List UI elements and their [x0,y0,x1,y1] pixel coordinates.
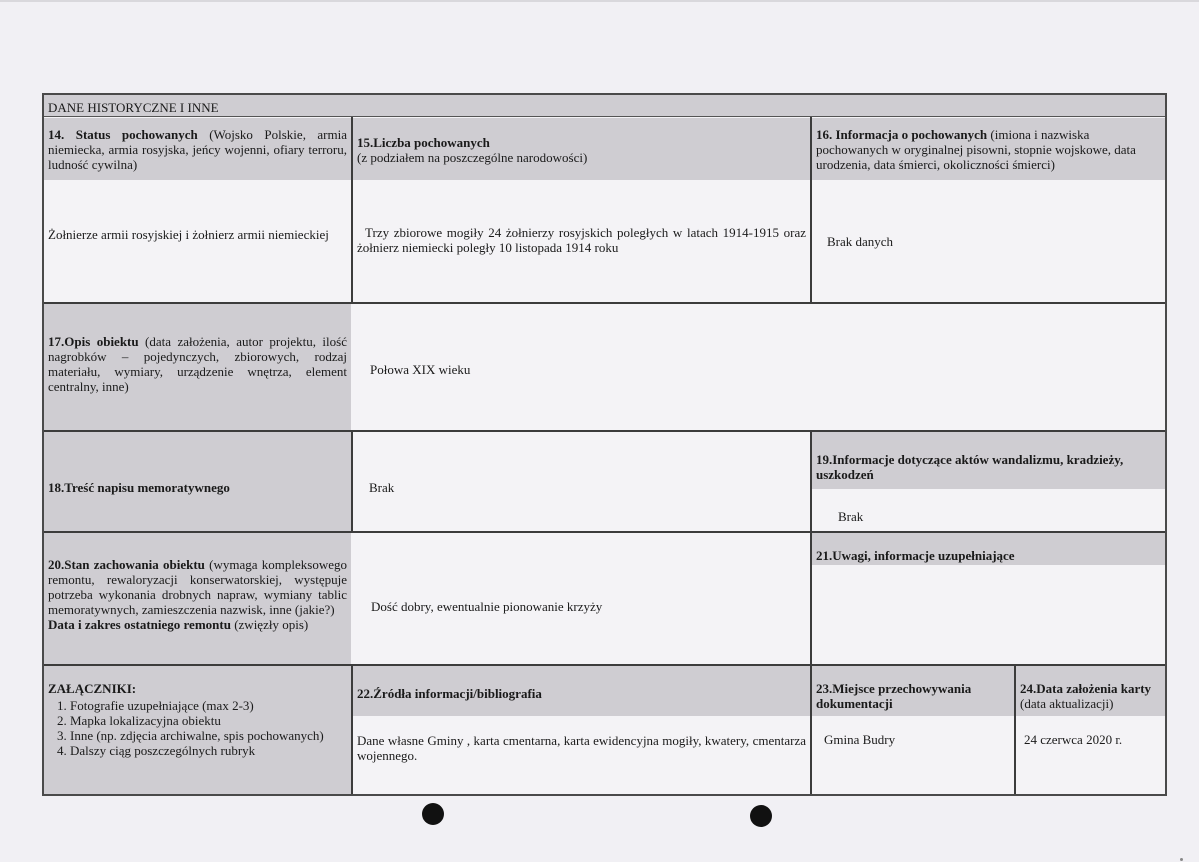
field-15-title: 15.Liczba pochowanych [357,135,490,150]
attachment-item-2: 2. Mapka lokalizacyjna obiektu [70,713,347,728]
field-20-hint-2: (zwięzły opis) [230,617,309,632]
field-18-title: 18.Treść napisu memoratywnego [48,480,230,495]
field-19-value[interactable]: Brak [838,509,864,524]
field-18-value[interactable]: Brak [369,480,395,495]
field-24-value[interactable]: 24 czerwca 2020 r. [1024,732,1123,747]
field-21-title: 21.Uwagi, informacje uzupełniające [816,548,1015,563]
field-18-label [44,432,351,531]
field-20-title-2: Data i zakres ostatniego remontu [48,617,231,632]
attachment-item-1: 1. Fotografie uzupełniające (max 2-3) [70,698,347,713]
field-24-hint: (data aktualizacji) [1020,696,1114,711]
column-divider [351,117,353,302]
attachment-item-4: 4. Dalszy ciąg poszczególnych rubryk [70,743,347,758]
column-divider [810,117,812,302]
field-22-title: 22.Źródła informacji/bibliografia [357,686,542,701]
row-divider [44,664,1165,666]
field-17-title: 17.Opis obiektu [48,334,139,349]
field-14-hint: (Wojsko Polskie, armia niemiecka, armia rosyjska, jeńcy wojenni, ofiary terroru, ludność cywilna) [48,127,348,172]
field-17-label [44,304,351,430]
field-16-hint: (imiona i nazwiska pochowanych w oryginalnej pisowni, stopnie wojskowe, data urodzenia, data śmierci, okoliczności śmierci) [816,127,1136,172]
field-16-value[interactable]: Brak danych [827,234,894,249]
field-23-label [812,666,1014,716]
attachment-item-3: 3. Inne (np. zdjęcia archiwalne, spis pochowanych) [70,728,347,743]
field-22-value[interactable]: Dane własne Gminy , karta cmentarna, karta ewidencyjna mogiły, kwatery, cmentarza wojennego. [357,733,806,763]
field-23-value[interactable]: Gmina Budry [824,732,896,747]
column-divider [351,432,353,531]
field-14-value[interactable]: Żołnierze armii rosyjskiej i żołnierz armii niemieckiej [48,227,329,242]
column-divider [810,666,812,794]
field-24-title: 24.Data założenia karty [1020,681,1152,696]
field-15-value[interactable]: Trzy zbiorowe mogiły 24 żołnierzy rosyjskich poległych w latach 1914-1915 oraz żołnierz niemiecki poległy 10 listopada 1914 roku [357,225,806,255]
field-15-hint: (z podziałem na poszczególne narodowości) [357,150,588,165]
field-16-label [812,118,1165,180]
column-divider [351,666,353,794]
field-24-label [1016,666,1165,716]
field-14-label [44,118,351,180]
row-divider [44,302,1165,304]
field-19-label [812,432,1165,489]
attachments-box [44,666,351,794]
field-14-title: 14. Status pochowanych [48,127,198,142]
field-21-label [812,533,1165,565]
field-16-title: 16. Informacja o pochowanych [816,127,988,142]
punch-hole [750,805,772,827]
field-22-label [353,666,810,716]
punch-hole [422,803,444,825]
field-20-title: 20.Stan zachowania obiektu [48,557,205,572]
row-divider [44,430,1165,432]
attachments-list [48,698,347,758]
field-20-label [44,533,351,664]
field-20-value[interactable]: Dość dobry, ewentualnie pionowanie krzyży [371,599,603,614]
field-17-hint: (data założenia, autor projektu, ilość nagrobków – pojedynczych, zbiorowych, rodzaj materiału, wymiary, urządzenie wnętrza, element centralny, inne) [48,334,347,394]
field-19-title: 19.Informacje dotyczące aktów wandalizmu, kradzieży, uszkodzeń [816,452,1124,482]
field-15-label [353,118,810,180]
paper-speck [1180,858,1183,861]
column-divider [810,432,812,531]
attachments-title: ZAŁĄCZNIKI: [48,681,137,696]
field-21-value[interactable] [812,565,1165,664]
column-divider [1014,666,1016,794]
page-top-edge [0,0,1199,2]
field-20-hint: (wymaga kompleksowego remontu, rewaloryzacji konserwatorskiej, występuje potrzeba wykonania drobnych napraw, wymiany tablic memoratywnych, zamieszczenia nazwisk, inne (jakie?) [48,557,347,617]
field-23-title: 23.Miejsce przechowywania dokumentacji [816,681,972,711]
section-header: DANE HISTORYCZNE I INNE [44,95,1165,117]
field-17-value[interactable]: Połowa XIX wieku [370,362,471,377]
historical-data-form [42,93,1167,796]
column-divider [810,533,812,664]
row-divider [44,531,1165,533]
